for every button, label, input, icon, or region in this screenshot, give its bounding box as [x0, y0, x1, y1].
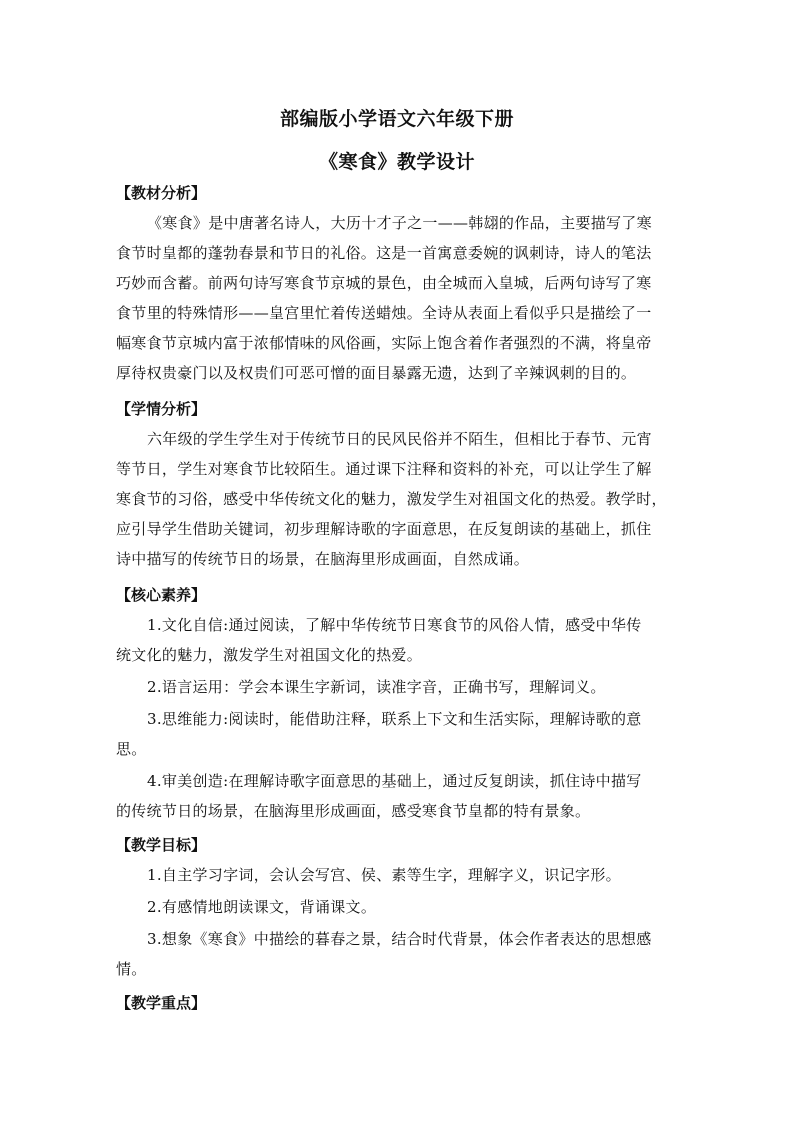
paragraph-line: 厚待权贵豪门以及权贵们可恶可憎的面目暴露无遗，达到了辛辣讽刺的目的。 [116, 364, 637, 382]
paragraph-line: 情。 [116, 960, 147, 978]
document-subtitle: 《寒食》教学设计 [318, 151, 475, 173]
paragraph-line: 3.思维能力:阅读时，能借助注释，联系上下文和生活实际，理解诗歌的意 [147, 710, 642, 728]
paragraph-line: 食节时皇都的蓬勃春景和节日的礼俗。这是一首寓意委婉的讽刺诗，诗人的笔法 [116, 244, 652, 262]
paragraph-line: 1.自主学习字词，会认会写宫、侯、素等生字，理解字义，识记字形。 [147, 866, 621, 884]
paragraph-line: 幅寒食节京城内富于浓郁情味的风俗画，实际上饱含着作者强烈的不满，将皇帝 [116, 334, 652, 352]
section-heading-student-analysis: 【学情分析】 [116, 400, 207, 418]
paragraph-line: 巧妙而含蓄。前两句诗写寒食节京城的景色，由全城而入皇城，后两句诗写了寒 [116, 274, 652, 292]
paragraph-line: 2.有感情地朗读课文，背诵课文。 [147, 898, 377, 916]
paragraph-line: 的传统节日的场景，在脑海里形成画面，感受寒食节皇都的特有景象。 [116, 802, 591, 820]
paragraph-line: 寒食节的习俗，感受中华传统文化的魅力，激发学生对祖国文化的热爱。教学时， [116, 490, 667, 508]
paragraph-line: 1.文化自信:通过阅读，了解中华传统节日寒食节的风俗人情，感受中华传 [147, 616, 642, 634]
paragraph-line: 4.审美创造:在理解诗歌字面意思的基础上，通过反复朗读，抓住诗中描写 [147, 772, 642, 790]
paragraph-line: 等节日，学生对寒食节比较陌生。通过课下注释和资料的补充，可以让学生了解 [116, 460, 652, 478]
paragraph-line: 2.语言运用：学会本课生字新词，读准字音，正确书写，理解词义。 [147, 678, 606, 696]
paragraph-line: 诗中描写的传统节日的场景，在脑海里形成画面，自然成诵。 [116, 550, 530, 568]
section-heading-teaching-objectives: 【教学目标】 [116, 836, 207, 854]
paragraph-line: 思。 [116, 740, 147, 758]
paragraph-line: 3.想象《寒食》中描绘的暮春之景，结合时代背景，体会作者表达的思想感 [147, 930, 652, 948]
paragraph-line: 统文化的魅力，激发学生对祖国文化的热爱。 [116, 646, 423, 664]
paragraph-line: 六年级的学生学生对于传统节日的民风民俗并不陌生，但相比于春节、元宵 [147, 430, 652, 448]
paragraph-line: 《寒食》是中唐著名诗人，大历十才子之一——韩翃的作品，主要描写了寒 [147, 214, 652, 232]
document-title: 部编版小学语文六年级下册 [279, 108, 514, 130]
section-heading-textbook-analysis: 【教材分析】 [116, 184, 207, 202]
section-heading-core-literacy: 【核心素养】 [116, 586, 207, 604]
paragraph-line: 食节里的特殊情形——皇宫里忙着传送蜡烛。全诗从表面上看似乎只是描绘了一 [116, 304, 652, 322]
section-heading-teaching-focus: 【教学重点】 [116, 994, 207, 1012]
paragraph-line: 应引导学生借助关键词，初步理解诗歌的字面意思，在反复朗读的基础上，抓住 [116, 520, 652, 538]
